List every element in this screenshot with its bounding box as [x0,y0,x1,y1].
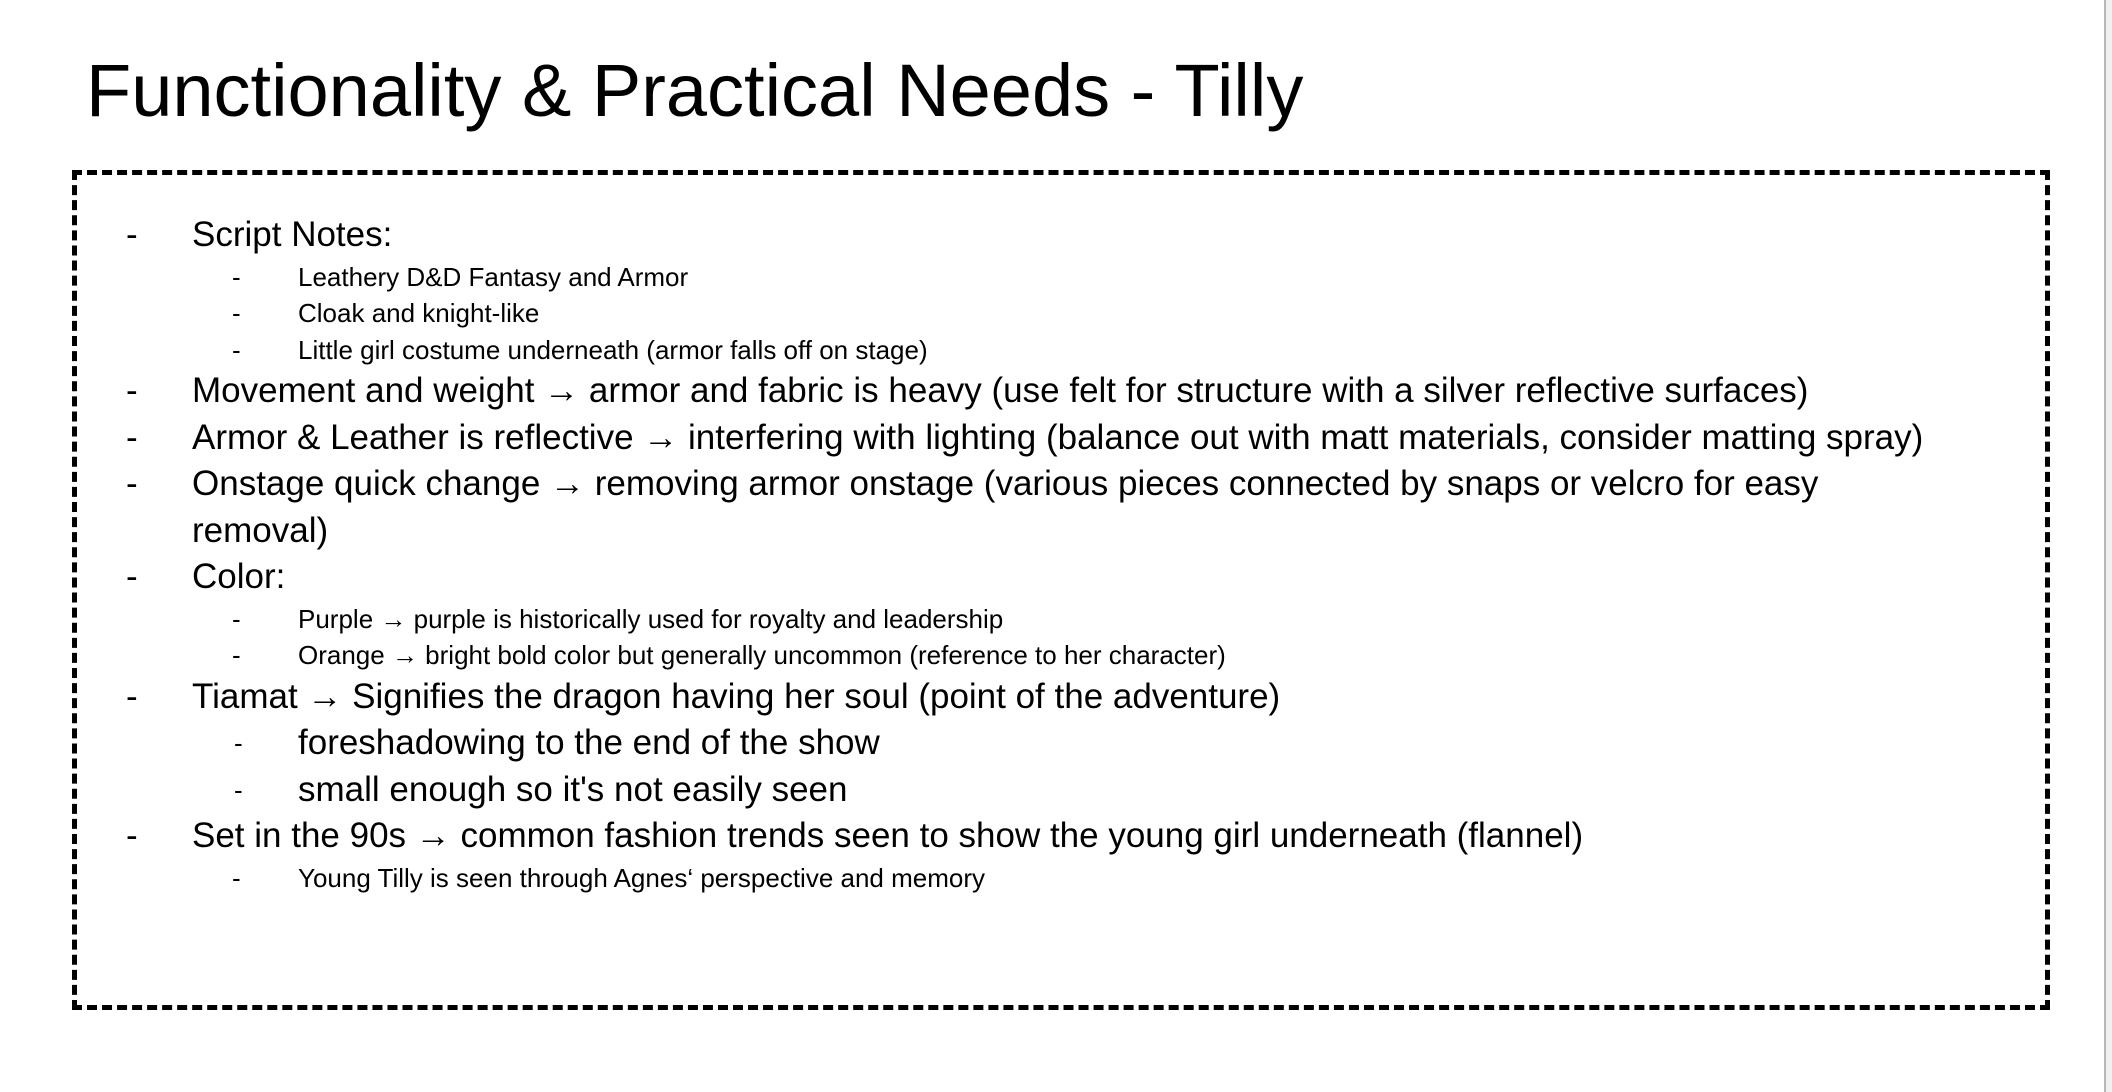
list-item-text: - Tiamat → Signifies the dragon having her soul (point of the adventure) [192,676,1281,716]
list-item-text: - Movement and weight → armor and fabric is heavy (use felt for structure with a silver reflective surfaces) [192,371,1809,410]
sub-item: - foreshadowing to the end of the show [124,720,1924,767]
slide-title: Functionality & Practical Needs - Tilly [86,49,1304,132]
list-item-color [124,554,1924,601]
list-item-reflective [124,415,1924,462]
list-item-tiamat [124,674,1924,721]
sub-item: - small enough so it's not easily seen [124,767,1924,814]
list-item-text: - Armor & Leather is reflective → interfering with lighting (balance out with matt materials, consider matting spray) [192,417,1924,457]
sub-item: - Young Tilly is seen through Agnes‘ perspective and memory [124,860,1924,897]
sub-item: - Little girl costume underneath (armor falls off on stage) [124,332,1924,369]
sub-item: - Purple → purple is historically used for royalty and leadership [124,601,1924,638]
list-item-text: - Set in the 90s → common fashion trends seen to show the young girl underneath (flannel) [192,816,1584,855]
sub-item: - Cloak and knight-like [124,295,1924,332]
list-item-quick-change [124,461,1924,554]
list-item-text: - Script Notes: [192,215,393,254]
sub-item: - Leathery D&D Fantasy and Armor [124,259,1924,296]
list-item-movement [124,368,1924,415]
list-item-text: - Onstage quick change → removing armor onstage (various pieces connected by snaps or velcro for easy removal) [192,464,1819,550]
list-item-text: - Color: [192,557,286,596]
window-edge [2104,0,2112,1092]
sub-item: - Orange → bright bold color but generally uncommon (reference to her character) [124,637,1924,674]
list-item-90s [124,813,1924,860]
list-item-script-notes [124,212,1924,259]
notes-list [124,212,1924,896]
